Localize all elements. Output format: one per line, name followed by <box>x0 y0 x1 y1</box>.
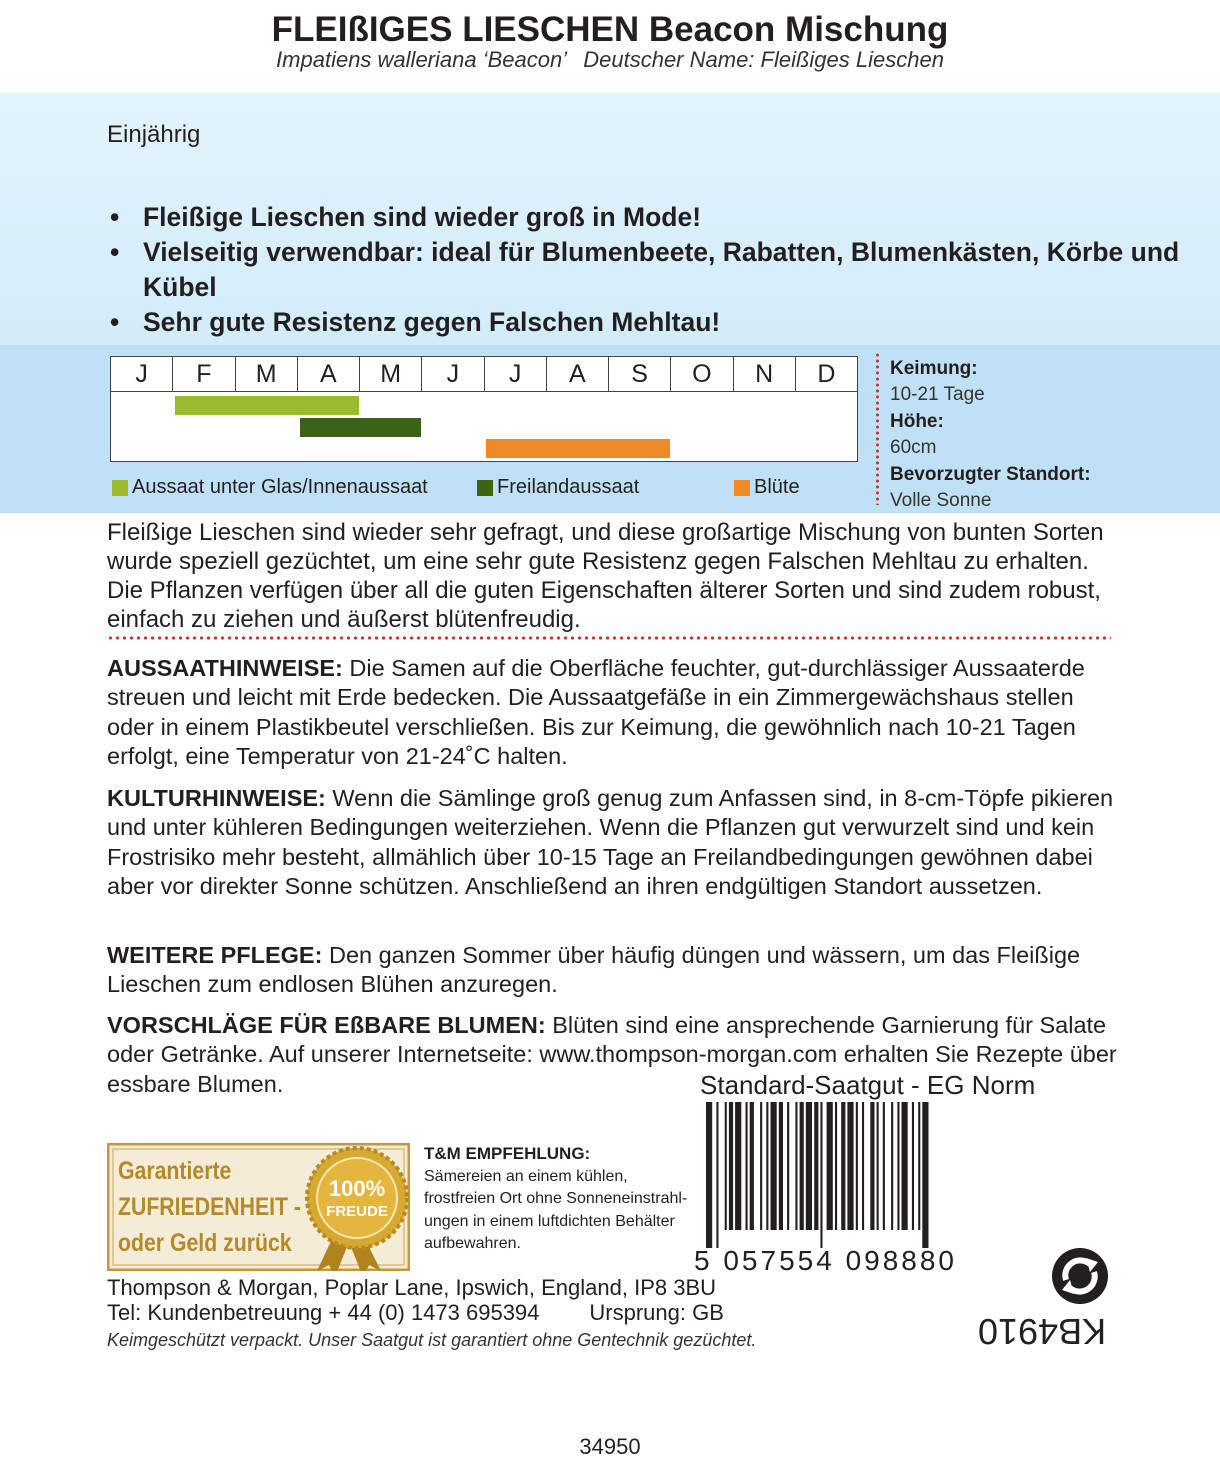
barcode-bar <box>883 1102 885 1230</box>
barcode-bar <box>870 1102 874 1230</box>
barcode-bar <box>841 1102 845 1230</box>
guarantee-line: ZUFRIEDENHEIT - <box>118 1193 301 1221</box>
barcode-bar <box>918 1102 920 1230</box>
barcode-bar <box>716 1102 718 1248</box>
barcode-bar <box>820 1102 822 1248</box>
section-text: Wenn die Sämlinge groß genug zum Anfassen sind, in 8-cm-Töpfe pikieren und unter kühleren Bedingungen weiterziehen. Wenn die Pflanzen gut verwurzelt sind und kein Frostrisiko mehr besteht, allmählich über 10-15 Tage an Freilandbedingungen gewöhnen dabei aber vor direkter Sonne schützen. Anschließend an ihren endgültigen Standort aussetzen. <box>107 785 1114 899</box>
month-label: D <box>817 360 836 388</box>
barcode-bar <box>891 1102 893 1230</box>
plant-facts <box>890 355 1210 514</box>
barcode-bar <box>787 1102 789 1230</box>
product-code: KB4910 <box>978 1311 1107 1352</box>
barcode-bar <box>706 1102 712 1248</box>
phone: Tel: Kundenbetreuung + 44 (0) 1473 695394 <box>107 1300 540 1325</box>
month-label: N <box>734 357 796 391</box>
barcode-bar <box>771 1102 777 1230</box>
feature-list <box>108 200 1188 340</box>
barcode-bar <box>922 1102 928 1248</box>
legend-swatch-flowering <box>734 480 750 496</box>
legend-item <box>112 476 428 499</box>
section-text: Blüten sind eine ansprechende Garnierung für Salate oder Getränke. Auf unserer Internetseite: www.thompson-morgan.com erhalten Sie Rezepte über essbare Blumen. <box>107 1012 1117 1097</box>
barcode-bar <box>735 1102 741 1230</box>
feature-item: • Fleißige Lieschen sind wieder groß in Mode! <box>108 200 1188 235</box>
lifecycle-label: Einjährig <box>107 121 201 148</box>
seal-text: FREUDE <box>326 1203 388 1220</box>
fact-value: Volle Sonne <box>890 490 992 511</box>
barcode-bar <box>835 1102 837 1230</box>
barcode-bar <box>877 1102 879 1230</box>
footer-code: 34950 <box>579 1434 641 1459</box>
bar-outdoor-sowing <box>300 418 421 437</box>
section-sowing <box>107 654 1117 771</box>
fact-label: Höhe: <box>890 411 944 432</box>
barcode-bar <box>750 1102 754 1230</box>
legend-item <box>734 476 800 499</box>
legend-label: Blüte <box>754 476 800 498</box>
seal-percent: 100% <box>328 1176 386 1201</box>
phone-line <box>107 1300 907 1325</box>
month-label: J <box>111 357 173 391</box>
barcode-bar <box>912 1102 914 1230</box>
barcode-bar <box>847 1102 853 1230</box>
month-label: J <box>485 357 547 391</box>
month-label: J <box>422 357 484 391</box>
fact-label: Bevorzugter Standort: <box>890 464 1091 485</box>
month-label: A <box>298 357 360 391</box>
month-label: A <box>547 357 609 391</box>
dotted-divider <box>876 352 879 505</box>
barcode-bar <box>800 1102 804 1230</box>
legend-swatch-indoor <box>112 480 128 496</box>
section-heading: VORSCHLÄGE FÜR EßBARE BLUMEN: <box>107 1012 546 1038</box>
recommendation-text: Sämereien an einem kühlen, frostfreien Ort ohne Sonneneinstrahl-ungen in einem luftdichten Behälter aufbewahren. <box>424 1167 688 1252</box>
barcode-bar <box>766 1102 768 1230</box>
page-title: FLEIßIGES LIESCHEN Beacon Mischung <box>271 10 949 49</box>
barcode-bar <box>779 1102 783 1230</box>
recommendation-heading: T&M EMPFEHLUNG: <box>424 1144 591 1163</box>
section-heading: KULTURHINWEISE: <box>107 785 326 811</box>
feature-item: • Sehr gute Resistenz gegen Falschen Mehltau! <box>108 305 1188 340</box>
month-label: O <box>671 357 733 391</box>
section-care <box>107 941 1117 1000</box>
disclaimer: Keimgeschützt verpackt. Unser Saatgut ist garantiert ohne Gentechnik gezüchtet. <box>107 1330 757 1350</box>
calendar-legend <box>112 476 872 502</box>
guarantee-line: Garantierte <box>118 1157 232 1185</box>
fact-value: 10-21 Tage <box>890 384 985 405</box>
legend-item <box>477 476 639 499</box>
section-heading: AUSSAATHINWEISE: <box>107 655 343 681</box>
month-label: M <box>236 357 298 391</box>
barcode <box>696 1102 1026 1248</box>
barcode-bar <box>814 1102 818 1230</box>
botanical-name: Impatiens walleriana ‘Beacon’ <box>276 47 568 72</box>
barcode-bar <box>827 1102 833 1230</box>
section-text: Den ganzen Sommer über häufig düngen und wässern, um das Fleißige Lieschen zum endlosen Blühen anzuregen. <box>107 942 1081 998</box>
guarantee-badge <box>107 1143 410 1271</box>
barcode-bar <box>856 1102 858 1230</box>
barcode-bar <box>725 1102 727 1230</box>
barcode-bar <box>806 1102 812 1230</box>
company-address <box>107 1275 907 1325</box>
subtitle <box>0 47 1220 73</box>
barcode-number: 5 057554 098880 <box>694 1245 957 1276</box>
barcode-bar <box>746 1102 748 1230</box>
legend-label: Freilandaussaat <box>497 476 640 498</box>
intro-text: Fleißige Lieschen sind wieder sehr gefragt, und diese großartige Mischung von bunten Sorten wurde speziell gezüchtet, um eine sehr gute Resistenz gegen Falschen Mehltau zu erhalten. Die Pflanzen verfügen über all die guten Eigenschaften älterer Sorten und sind zudem robust, einfach zu ziehen und äußerst blütenfreudig. <box>107 519 1104 633</box>
barcode-bar <box>862 1102 864 1230</box>
recycle-icon <box>1050 1246 1110 1306</box>
legend-swatch-outdoor <box>477 480 493 496</box>
bar-indoor-sowing <box>175 396 359 415</box>
german-name: Deutscher Name: Fleißiges Lieschen <box>583 47 944 72</box>
guarantee-line: oder Geld zurück <box>118 1229 292 1257</box>
section-text: Die Samen auf die Oberfläche feuchter, gut-durchlässiger Aussaaterde streuen und leicht mit Erde bedecken. Die Aussaatgefäße in ein Zimmergewächshaus stellen oder in einem Plastikbeutel verschließen. Bis zur Keimung, die gewöhnlich nach 10-21 Tagen erfolgt, eine Temperatur von 21-24˚C halten. <box>107 655 1085 769</box>
month-label: S <box>609 357 671 391</box>
fact-label: Keimung: <box>890 358 978 379</box>
origin: Ursprung: GB <box>589 1300 724 1325</box>
barcode-bar <box>729 1102 733 1230</box>
barcode-bar <box>760 1102 762 1230</box>
fact-value: 60cm <box>890 437 937 458</box>
barcode-bar <box>897 1102 899 1230</box>
dotted-separator <box>107 636 1111 640</box>
barcode-bar <box>902 1102 908 1230</box>
section-heading: WEITERE PFLEGE: <box>107 942 323 968</box>
feature-item: • Vielseitig verwendbar: ideal für Blumenbeete, Rabatten, Blumenkästen, Körbe und Kübel <box>108 235 1188 305</box>
month-label: F <box>173 357 235 391</box>
seed-standard: Standard-Saatgut - EG Norm <box>700 1070 1036 1100</box>
sowing-calendar <box>110 356 858 462</box>
address-line: Thompson & Morgan, Poplar Lane, Ipswich, England, IP8 3BU <box>107 1275 717 1300</box>
month-row <box>111 357 857 392</box>
barcode-bar <box>795 1102 797 1230</box>
month-label: M <box>360 357 422 391</box>
bar-flowering <box>486 439 670 458</box>
legend-label: Aussaat unter Glas/Innenaussaat <box>132 476 428 498</box>
recommendation <box>424 1143 694 1256</box>
section-cultivation <box>107 784 1117 901</box>
